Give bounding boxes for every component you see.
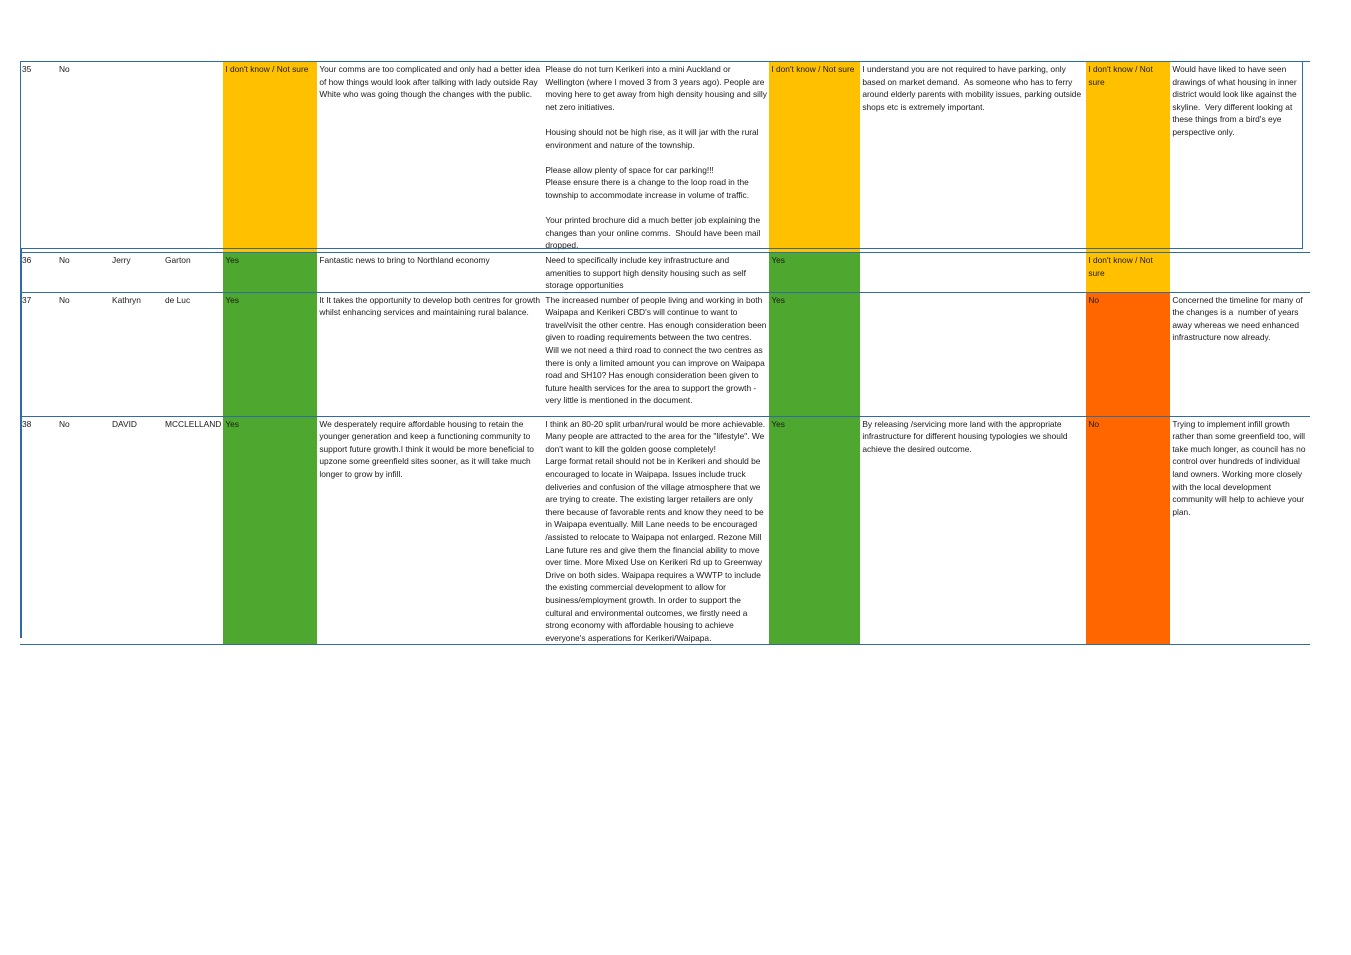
last-name: de Luc: [165, 294, 191, 305]
table-row: [20, 416, 1310, 645]
answer-q2: Yes: [769, 252, 860, 292]
table-row: [20, 252, 1310, 292]
response-id: 36: [22, 254, 32, 265]
comment-3: [860, 292, 1086, 416]
answer-q2: I don't know / Not sure: [769, 62, 860, 253]
response-flag: No: [59, 294, 70, 305]
answer-q1: Yes: [223, 252, 317, 292]
comment-1: Fantastic news to bring to Northland economy: [319, 254, 490, 265]
table-left-border: [20, 249, 22, 638]
comment-2: Please do not turn Kerikeri into a mini Auckland or Wellington (where I moved 3 from 3 years ago). People are moving here to get away from high density housing and silly net zero initiatives. Housing should not be high rise, as it will jar with the rural environment and nature of the township. Please allow plenty of space for car parking!!! Please ensure there is a change to the loop road in the township to accommodate increase in volume of traffic. Your printed brochure did a much better job explaining the changes than your online comms. Should have been mail dropped.: [545, 64, 767, 251]
first-name: DAVID: [112, 418, 137, 429]
comment-4: Trying to implement infill growth rather than some greenfield too, will take much longer, as council has no control over hundreds of individual land owners. Working more closely with the local development community will help to achieve your plan.: [1172, 418, 1308, 517]
first-name: Jerry: [112, 254, 131, 265]
survey-responses-table: [20, 61, 1310, 645]
answer-q2: Yes: [769, 292, 860, 416]
comment-1: We desperately require affordable housing to retain the younger generation and keep a functioning community to support future growth.I think it would be more beneficial to upzone some greenfield sites sooner, as it will take much longer to grow by infill.: [319, 418, 537, 480]
answer-q3: I don't know / Not sure: [1086, 62, 1170, 253]
comment-1: Your comms are too complicated and only had a better idea of how things would look after talking with lady outside Ray White who was going though the changes with the public.: [319, 64, 543, 100]
answer-q1: Yes: [223, 292, 317, 416]
comment-3: [860, 252, 1086, 292]
answer-q3: I don't know / Not sure: [1086, 252, 1170, 292]
answer-q3: No: [1086, 416, 1170, 645]
answer-q3: No: [1086, 292, 1170, 416]
comment-3: By releasing /servicing more land with the appropriate infrastructure for different housing typologies we should achieve the desired outcome.: [862, 418, 1070, 454]
response-flag: No: [59, 418, 70, 429]
table-row: [20, 292, 1310, 416]
comment-4: [1170, 252, 1310, 292]
first-name: Kathryn: [112, 294, 141, 305]
answer-q1: I don't know / Not sure: [223, 62, 317, 253]
comment-4: Concerned the timeline for many of the changes is a number of years away whereas we need enhanced infrastructure now already.: [1172, 294, 1306, 343]
comment-2: I think an 80-20 split urban/rural would be more achievable. Many people are attracted to the area for the "lifestyle". We don't want to kill the golden goose completely! Large format retail should not be in Kerikeri and should be encouraged to locate in Waipapa. Issues include truck deliveries and confusion of the village atmosphere that we are trying to create. The existing larger retailers are only there because of favorable rents and know they need to be in Waipapa eventually. Mill Lane needs to be encouraged /assisted to relocate to Waipapa not enlarged. Rezone Mill Lane future res and give them the financial ability to move over time. More Mixed Use on Kerikeri Rd up to Greenway Drive on both sides. Waipapa requires a WWTP to include the existing commercial development to allow for business/employment growth. In order to support the cultural and environmental outcomes, we firstly need a strong economy with affordable housing to achieve everyone's asperations for Kerikeri/Waipapa.: [545, 418, 766, 643]
comment-2: Need to specifically include key infrastructure and amenities to support high density housing such as self storage opportunities: [545, 254, 749, 291]
table-row: [20, 62, 1310, 253]
response-id: 37: [22, 294, 32, 305]
comment-1: It It takes the opportunity to develop both centres for growth whilst enhancing services and maintaining rural balance.: [319, 294, 543, 318]
first-name: [110, 62, 163, 253]
last-name: [163, 62, 223, 253]
answer-q2: Yes: [769, 416, 860, 645]
comment-3: I understand you are not required to have parking, only based on market demand. As someone who has to ferry around elderly parents with mobility issues, parking outside shops etc is extremely important.: [862, 64, 1084, 112]
last-name: MCCLELLAND: [165, 418, 222, 429]
response-id: 38: [22, 418, 32, 429]
response-flag: No: [59, 254, 70, 265]
last-name: Garton: [165, 254, 191, 265]
comment-4: Would have liked to have seen drawings of what housing in inner district would look like against the skyline. Very different looking at these things from a bird's eye perspective only.: [1172, 64, 1299, 137]
response-flag: No: [59, 64, 70, 74]
response-id: 35: [22, 64, 32, 74]
comment-2: The increased number of people living and working in both Waipapa and Kerikeri CBD's will continue to want to travel/visit the other centre. Has enough consideration been given to roading requirements between the two centres. Will we not need a third road to connect the two centres as there is only a limited amount you can improve on Waipapa road and SH10? Has enough consideration been given to future health services for the area to support the growth - very little is mentioned in the document.: [545, 294, 769, 406]
answer-q1: Yes: [223, 416, 317, 645]
